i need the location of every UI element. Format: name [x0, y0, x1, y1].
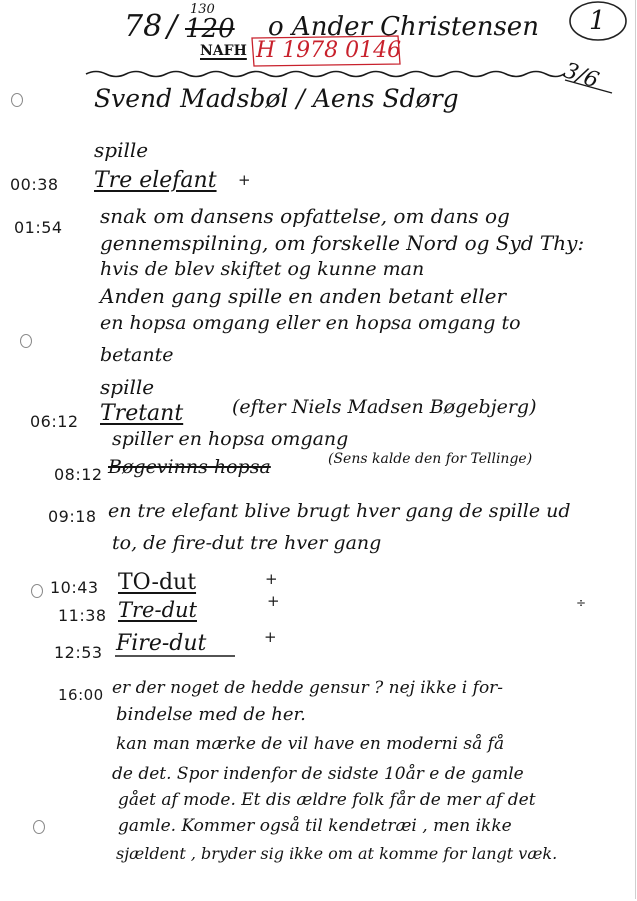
timestamp: 09:18 — [48, 507, 97, 526]
page-fraction: 3/6 — [560, 58, 602, 94]
timestamp: 11:38 — [58, 606, 107, 625]
check-mark: + — [267, 592, 280, 610]
note-line: er der noget de hedde gensur ? nej ikke i for- — [112, 678, 504, 698]
tune-title: Tre-dut — [118, 598, 197, 622]
tune-title: TO-dut — [118, 570, 197, 595]
timestamp: 00:38 — [10, 175, 59, 194]
note-line: sjældent , bryder sig ikke om at komme for langt væk. — [116, 844, 558, 863]
tune-source-note: (efter Niels Madsen Bøgebjerg) — [232, 396, 537, 418]
timestamp: 12:53 — [54, 643, 103, 662]
counter-new: 130 — [190, 2, 215, 17]
stray-mark: ÷ — [576, 596, 587, 610]
timestamp: 16:00 — [58, 686, 104, 704]
check-mark: + — [238, 171, 251, 189]
counter-separator: / — [167, 9, 178, 44]
note-line: gået af mode. Et dis ældre folk får de mer af det — [118, 790, 536, 810]
tape-number: 78 — [124, 9, 163, 44]
note-line: snak om dansens opfattelse, om dans og — [100, 204, 510, 228]
note-line: spille — [100, 375, 155, 399]
archive-number: H 1978 0146 — [256, 38, 402, 63]
tune-title: Bøgevinns hopsa — [108, 456, 271, 478]
heading-title: Svend Madsbøl / Aens Sdørg — [94, 84, 459, 113]
note-line: spiller en hopsa omgang — [112, 428, 349, 450]
note-line: de det. Spor indenfor de sidste 10år e de gamle — [112, 764, 524, 784]
timestamp: 06:12 — [30, 412, 79, 431]
timestamp: 08:12 — [54, 465, 103, 484]
page-mark: 1 — [589, 6, 606, 36]
note-line: hvis de blev skiftet og kunne man — [100, 258, 425, 280]
timestamp: 10:43 — [50, 578, 99, 597]
check-mark: + — [264, 628, 277, 646]
note-line: gamle. Kommer også til kendetræi , men ikke — [118, 816, 512, 836]
tune-title: Tretant — [100, 401, 184, 426]
note-line: en tre elefant blive brugt hver gang de spille ud — [108, 500, 571, 522]
note-line: gennemspilning, om forskelle Nord og Syd Thy: — [100, 231, 585, 255]
archive-label: NAFH — [200, 43, 247, 59]
tune-title: Tre elefant — [94, 168, 217, 193]
counter-old: 120 — [185, 14, 235, 44]
note-line: betante — [100, 344, 174, 366]
note-line: en hopsa omgang eller en hopsa omgang to — [100, 312, 521, 334]
timestamp: 01:54 — [14, 218, 63, 237]
tune-source-note: (Sens kalde den for Tellinge) — [328, 451, 533, 467]
note-line: kan man mærke de vil have en moderni så få — [116, 734, 505, 754]
note-line: bindelse med de her. — [116, 704, 306, 725]
tune-title: Fire-dut — [116, 631, 207, 656]
informant-name: o Ander Christensen — [268, 12, 539, 42]
note-line: Anden gang spille en anden betant eller — [100, 284, 507, 308]
heading-subtitle: spille — [94, 138, 149, 162]
note-line: to, de fire-dut tre hver gang — [112, 532, 382, 554]
check-mark: + — [265, 570, 278, 588]
